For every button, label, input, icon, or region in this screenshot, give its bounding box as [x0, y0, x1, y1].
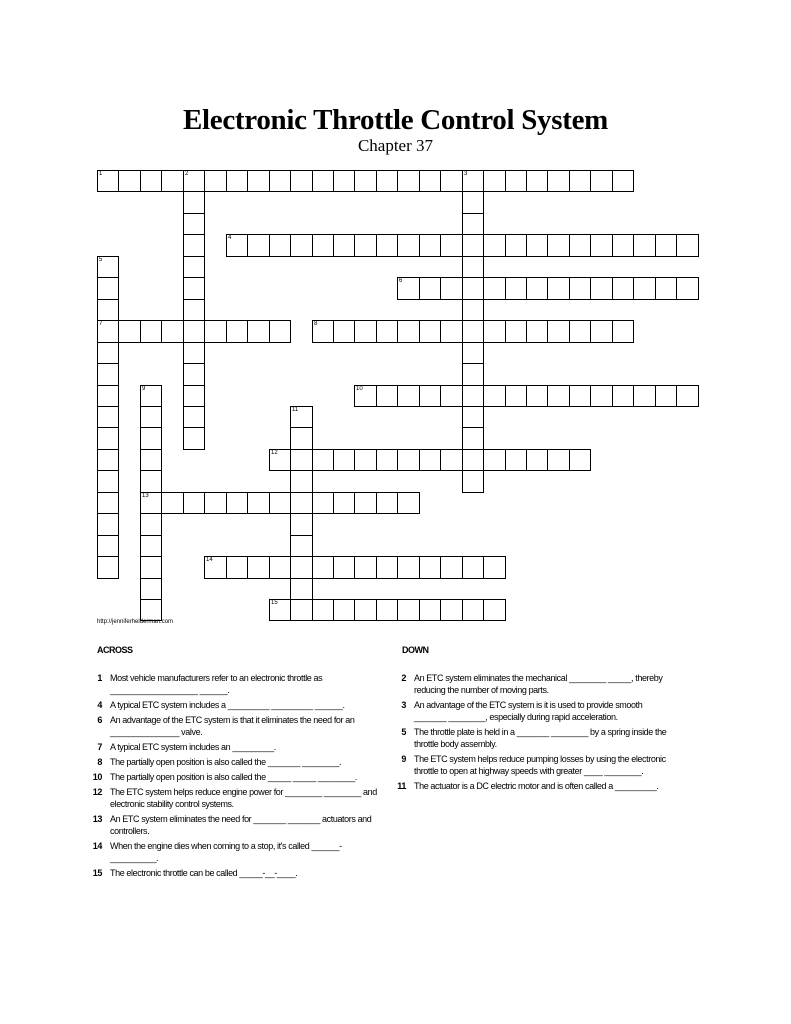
grid-cell[interactable]: [226, 556, 248, 579]
grid-cell[interactable]: [547, 170, 570, 192]
grid-cell[interactable]: [505, 170, 527, 192]
grid-cell[interactable]: [462, 213, 484, 235]
grid-cell[interactable]: [354, 170, 377, 192]
grid-cell[interactable]: [97, 342, 119, 364]
grid-cell[interactable]: [440, 556, 463, 579]
grid-cell[interactable]: [655, 234, 677, 257]
grid-cell[interactable]: [140, 427, 162, 450]
grid-cell[interactable]: [97, 513, 119, 536]
grid-cell[interactable]: [226, 320, 248, 343]
grid-cell[interactable]: [183, 427, 205, 450]
grid-cell[interactable]: [376, 492, 398, 514]
clue-number: 1: [97, 673, 102, 683]
grid-cell[interactable]: [140, 385, 162, 407]
clue-text: The actuator is a DC electric motor and is often called a _________.: [414, 781, 659, 791]
grid-cell[interactable]: [569, 234, 591, 257]
grid-cell[interactable]: [183, 492, 205, 514]
cell-number: 15: [271, 600, 278, 606]
grid-cell[interactable]: [97, 170, 119, 192]
grid-cell[interactable]: [612, 234, 634, 257]
grid-cell[interactable]: [97, 427, 119, 450]
across-clue-list: [88, 672, 380, 882]
grid-cell[interactable]: [612, 277, 634, 300]
grid-cell[interactable]: [462, 385, 484, 407]
grid-cell[interactable]: [97, 256, 119, 278]
grid-cell[interactable]: [526, 277, 548, 300]
clue-text: The partially open position is also called the _____ _____ ________.: [110, 772, 358, 782]
grid-cell[interactable]: [183, 234, 205, 257]
grid-cell[interactable]: [397, 277, 420, 300]
grid-cell[interactable]: [247, 556, 270, 579]
grid-cell[interactable]: [676, 234, 699, 257]
clue-number: 2: [401, 673, 406, 683]
grid-cell[interactable]: [140, 535, 162, 557]
grid-cell[interactable]: [183, 342, 205, 364]
grid-cell[interactable]: [312, 449, 334, 471]
grid-cell[interactable]: [97, 299, 119, 321]
grid-cell[interactable]: [269, 234, 291, 257]
grid-cell[interactable]: [97, 535, 119, 557]
clue-text: An advantage of the ETC system is it is used to provide smooth _______ ________, especially during rapid acceleration.: [414, 700, 643, 722]
grid-cell[interactable]: [140, 170, 162, 192]
grid-cell[interactable]: [676, 385, 699, 407]
grid-cell[interactable]: [397, 492, 420, 514]
grid-cell[interactable]: [505, 449, 527, 471]
grid-cell[interactable]: [269, 320, 291, 343]
grid-cell[interactable]: [419, 170, 441, 192]
grid-cell[interactable]: [462, 363, 484, 386]
grid-cell[interactable]: [333, 320, 355, 343]
cell-number: 3: [464, 171, 468, 177]
grid-cell[interactable]: [612, 385, 634, 407]
cell-number: 1: [99, 171, 103, 177]
across-clue: [88, 756, 380, 768]
grid-cell[interactable]: [376, 599, 398, 621]
grid-cell[interactable]: [354, 320, 377, 343]
grid-cell[interactable]: [419, 556, 441, 579]
across-clue: [88, 714, 380, 738]
clue-text: An ETC system eliminates the need for _______ _______ actuators and controllers.: [110, 814, 372, 836]
grid-cell[interactable]: [376, 449, 398, 471]
across-clue: [88, 672, 380, 696]
grid-cell[interactable]: [247, 320, 270, 343]
grid-cell[interactable]: [547, 234, 570, 257]
grid-cell[interactable]: [440, 234, 463, 257]
clue-number: 8: [97, 757, 102, 767]
clue-number: 5: [401, 727, 406, 737]
grid-cell[interactable]: [183, 363, 205, 386]
clue-number: 12: [92, 787, 102, 797]
clue-number: 10: [92, 772, 102, 782]
grid-cell[interactable]: [333, 599, 355, 621]
grid-cell[interactable]: [312, 599, 334, 621]
grid-cell[interactable]: [290, 470, 313, 493]
grid-cell[interactable]: [204, 492, 227, 514]
across-heading: ACROSS: [97, 645, 133, 655]
grid-cell[interactable]: [590, 320, 613, 343]
grid-cell[interactable]: [376, 320, 398, 343]
grid-cell[interactable]: [333, 492, 355, 514]
grid-cell[interactable]: [376, 556, 398, 579]
clue-number: 6: [97, 715, 102, 725]
grid-cell[interactable]: [526, 449, 548, 471]
grid-cell[interactable]: [526, 170, 548, 192]
grid-cell[interactable]: [526, 385, 548, 407]
grid-cell[interactable]: [462, 170, 484, 192]
grid-cell[interactable]: [505, 385, 527, 407]
cell-number: 9: [142, 386, 146, 392]
grid-cell[interactable]: [397, 234, 420, 257]
grid-cell[interactable]: [590, 385, 613, 407]
grid-cell[interactable]: [590, 277, 613, 300]
grid-cell[interactable]: [183, 277, 205, 300]
across-clue: [88, 771, 380, 783]
grid-cell[interactable]: [290, 492, 313, 514]
grid-cell[interactable]: [419, 385, 441, 407]
grid-cell[interactable]: [505, 277, 527, 300]
cell-number: 2: [185, 171, 189, 177]
grid-cell[interactable]: [655, 385, 677, 407]
grid-cell[interactable]: [612, 170, 634, 192]
grid-cell[interactable]: [269, 492, 291, 514]
grid-cell[interactable]: [183, 170, 205, 192]
grid-cell[interactable]: [97, 320, 119, 343]
grid-cell[interactable]: [505, 320, 527, 343]
grid-cell[interactable]: [269, 599, 291, 621]
clue-number: 9: [401, 754, 406, 764]
grid-cell[interactable]: [462, 427, 484, 450]
clue-text: The electronic throttle can be called _____-__-____.: [110, 868, 298, 878]
across-clue: [88, 813, 380, 837]
grid-cell[interactable]: [462, 256, 484, 278]
grid-cell[interactable]: [183, 191, 205, 214]
clue-text: The ETC system helps reduce pumping losses by using the electronic throttle to open at highway speeds with greater ____ ________.: [414, 754, 666, 776]
grid-cell[interactable]: [290, 449, 313, 471]
grid-cell[interactable]: [483, 277, 506, 300]
grid-cell[interactable]: [354, 556, 377, 579]
grid-cell[interactable]: [290, 556, 313, 579]
cell-number: 7: [99, 321, 103, 327]
grid-cell[interactable]: [483, 449, 506, 471]
grid-cell[interactable]: [483, 234, 506, 257]
grid-cell[interactable]: [204, 556, 227, 579]
grid-cell[interactable]: [247, 170, 270, 192]
grid-cell[interactable]: [462, 449, 484, 471]
grid-cell[interactable]: [226, 170, 248, 192]
grid-cell[interactable]: [354, 449, 377, 471]
grid-cell[interactable]: [97, 406, 119, 428]
grid-cell[interactable]: [462, 320, 484, 343]
grid-cell[interactable]: [140, 556, 162, 579]
grid-cell[interactable]: [312, 170, 334, 192]
grid-cell[interactable]: [97, 363, 119, 386]
grid-cell[interactable]: [312, 320, 334, 343]
grid-cell[interactable]: [526, 234, 548, 257]
grid-cell[interactable]: [140, 470, 162, 493]
grid-cell[interactable]: [290, 513, 313, 536]
grid-cell[interactable]: [376, 170, 398, 192]
clue-number: 3: [401, 700, 406, 710]
grid-cell[interactable]: [462, 406, 484, 428]
grid-cell[interactable]: [97, 492, 119, 514]
grid-cell[interactable]: [462, 299, 484, 321]
grid-cell[interactable]: [183, 256, 205, 278]
grid-cell[interactable]: [312, 492, 334, 514]
grid-cell[interactable]: [612, 320, 634, 343]
page-title: Electronic Throttle Control System: [182, 104, 609, 136]
grid-cell[interactable]: [590, 170, 613, 192]
grid-cell[interactable]: [354, 234, 377, 257]
grid-cell[interactable]: [161, 492, 184, 514]
cell-number: 4: [228, 235, 232, 241]
grid-cell[interactable]: [462, 599, 484, 621]
grid-cell[interactable]: [547, 385, 570, 407]
grid-cell[interactable]: [569, 385, 591, 407]
cell-number: 13: [142, 493, 149, 499]
grid-cell[interactable]: [462, 556, 484, 579]
clue-text: Most vehicle manufacturers refer to an electronic throttle as ___________________ ______.: [110, 673, 323, 695]
grid-cell[interactable]: [569, 277, 591, 300]
grid-cell[interactable]: [419, 277, 441, 300]
grid-cell[interactable]: [633, 234, 656, 257]
grid-cell[interactable]: [312, 556, 334, 579]
grid-cell[interactable]: [397, 320, 420, 343]
grid-cell[interactable]: [440, 449, 463, 471]
grid-cell[interactable]: [333, 170, 355, 192]
grid-cell[interactable]: [569, 170, 591, 192]
grid-cell[interactable]: [290, 578, 313, 600]
grid-cell[interactable]: [97, 277, 119, 300]
grid-cell[interactable]: [376, 234, 398, 257]
clue-text: The partially open position is also called the _______ ________.: [110, 757, 342, 767]
grid-cell[interactable]: [547, 449, 570, 471]
grid-cell[interactable]: [97, 556, 119, 579]
grid-cell[interactable]: [247, 234, 270, 257]
grid-cell[interactable]: [397, 556, 420, 579]
grid-cell[interactable]: [547, 277, 570, 300]
grid-cell[interactable]: [397, 599, 420, 621]
grid-cell[interactable]: [569, 449, 591, 471]
grid-cell[interactable]: [333, 234, 355, 257]
grid-cell[interactable]: [183, 299, 205, 321]
cell-number: 5: [99, 257, 103, 263]
grid-cell[interactable]: [97, 470, 119, 493]
grid-cell[interactable]: [204, 170, 227, 192]
grid-cell[interactable]: [526, 320, 548, 343]
cell-number: 8: [314, 321, 318, 327]
down-clue: [392, 699, 674, 723]
clue-number: 13: [92, 814, 102, 824]
clue-text: When the engine dies when coming to a stop, it's called ______-__________.: [110, 841, 342, 863]
grid-cell[interactable]: [462, 277, 484, 300]
grid-cell[interactable]: [547, 320, 570, 343]
grid-cell[interactable]: [397, 170, 420, 192]
clue-text: A typical ETC system includes a _________ _________ ______.: [110, 700, 345, 710]
grid-cell[interactable]: [269, 556, 291, 579]
across-clue: [88, 840, 380, 864]
grid-cell[interactable]: [419, 234, 441, 257]
grid-cell[interactable]: [183, 385, 205, 407]
grid-cell[interactable]: [440, 170, 463, 192]
grid-cell[interactable]: [483, 599, 506, 621]
grid-cell[interactable]: [204, 320, 227, 343]
grid-cell[interactable]: [269, 170, 291, 192]
grid-cell[interactable]: [140, 513, 162, 536]
grid-cell[interactable]: [440, 385, 463, 407]
grid-cell[interactable]: [290, 234, 313, 257]
grid-cell[interactable]: [247, 492, 270, 514]
grid-cell[interactable]: [226, 234, 248, 257]
grid-cell[interactable]: [161, 320, 184, 343]
grid-cell[interactable]: [483, 385, 506, 407]
grid-cell[interactable]: [440, 277, 463, 300]
cell-number: 14: [206, 557, 213, 563]
grid-cell[interactable]: [290, 535, 313, 557]
down-clue-list: [392, 672, 674, 795]
grid-cell[interactable]: [290, 427, 313, 450]
clue-number: 11: [397, 781, 406, 791]
grid-cell[interactable]: [483, 556, 506, 579]
grid-cell[interactable]: [97, 385, 119, 407]
grid-cell[interactable]: [440, 599, 463, 621]
grid-cell[interactable]: [226, 492, 248, 514]
clue-text: An ETC system eliminates the mechanical ________ _____, thereby reducing the number of moving parts.: [414, 673, 663, 695]
grid-cell[interactable]: [462, 234, 484, 257]
cell-number: 10: [356, 386, 363, 392]
cell-number: 11: [292, 407, 299, 413]
grid-cell[interactable]: [569, 320, 591, 343]
grid-cell[interactable]: [290, 170, 313, 192]
grid-cell[interactable]: [376, 385, 398, 407]
page-subtitle: Chapter 37: [357, 136, 434, 155]
grid-cell[interactable]: [354, 385, 377, 407]
clue-number: 7: [97, 742, 102, 752]
clue-number: 14: [92, 841, 102, 851]
grid-cell[interactable]: [290, 406, 313, 428]
grid-cell[interactable]: [505, 234, 527, 257]
grid-cell[interactable]: [269, 449, 291, 471]
clue-text: The throttle plate is held in a _______ ________ by a spring inside the throttle body assembly.: [414, 727, 667, 749]
grid-cell[interactable]: [354, 599, 377, 621]
cell-number: 12: [271, 450, 278, 456]
across-clue: [88, 867, 380, 879]
grid-cell[interactable]: [140, 599, 162, 621]
cell-number: 6: [399, 278, 403, 284]
grid-cell[interactable]: [118, 170, 141, 192]
grid-cell[interactable]: [140, 492, 162, 514]
grid-cell[interactable]: [462, 191, 484, 214]
clue-text: A typical ETC system includes an _________.: [110, 742, 276, 752]
grid-cell[interactable]: [161, 170, 184, 192]
grid-cell[interactable]: [483, 320, 506, 343]
grid-cell[interactable]: [183, 406, 205, 428]
clue-number: 15: [92, 868, 102, 878]
grid-cell[interactable]: [312, 234, 334, 257]
grid-cell[interactable]: [655, 277, 677, 300]
grid-cell[interactable]: [118, 320, 141, 343]
grid-cell[interactable]: [419, 320, 441, 343]
grid-cell[interactable]: [462, 342, 484, 364]
across-clue: [88, 786, 380, 810]
grid-cell[interactable]: [590, 234, 613, 257]
grid-cell[interactable]: [633, 385, 656, 407]
down-heading: DOWN: [402, 645, 429, 655]
grid-cell[interactable]: [419, 449, 441, 471]
grid-cell[interactable]: [440, 320, 463, 343]
grid-cell[interactable]: [140, 406, 162, 428]
grid-cell[interactable]: [290, 599, 313, 621]
grid-cell[interactable]: [419, 599, 441, 621]
grid-cell[interactable]: [140, 449, 162, 471]
grid-cell[interactable]: [97, 449, 119, 471]
clue-number: 4: [97, 700, 102, 710]
grid-cell[interactable]: [397, 449, 420, 471]
grid-cell[interactable]: [397, 385, 420, 407]
clue-text: The ETC system helps reduce engine power for ________ ________ and electronic stability control systems.: [110, 787, 377, 809]
grid-cell[interactable]: [333, 556, 355, 579]
grid-cell[interactable]: [462, 470, 484, 493]
down-clue: [392, 672, 674, 696]
grid-cell[interactable]: [140, 578, 162, 600]
across-clue: [88, 741, 380, 753]
grid-cell[interactable]: [183, 320, 205, 343]
grid-cell[interactable]: [676, 277, 699, 300]
clue-text: An advantage of the ETC system is that it eliminates the need for an _______________ valve.: [110, 715, 355, 737]
grid-cell[interactable]: [633, 277, 656, 300]
grid-cell[interactable]: [140, 320, 162, 343]
across-clue: [88, 699, 380, 711]
grid-cell[interactable]: [183, 213, 205, 235]
grid-cell[interactable]: [354, 492, 377, 514]
down-clue: [392, 726, 674, 750]
down-clue: [392, 753, 674, 777]
grid-cell[interactable]: [483, 170, 506, 192]
down-clue: [392, 780, 674, 792]
grid-cell[interactable]: [333, 449, 355, 471]
source-url: http://jenniferhelderman.com: [97, 619, 174, 625]
